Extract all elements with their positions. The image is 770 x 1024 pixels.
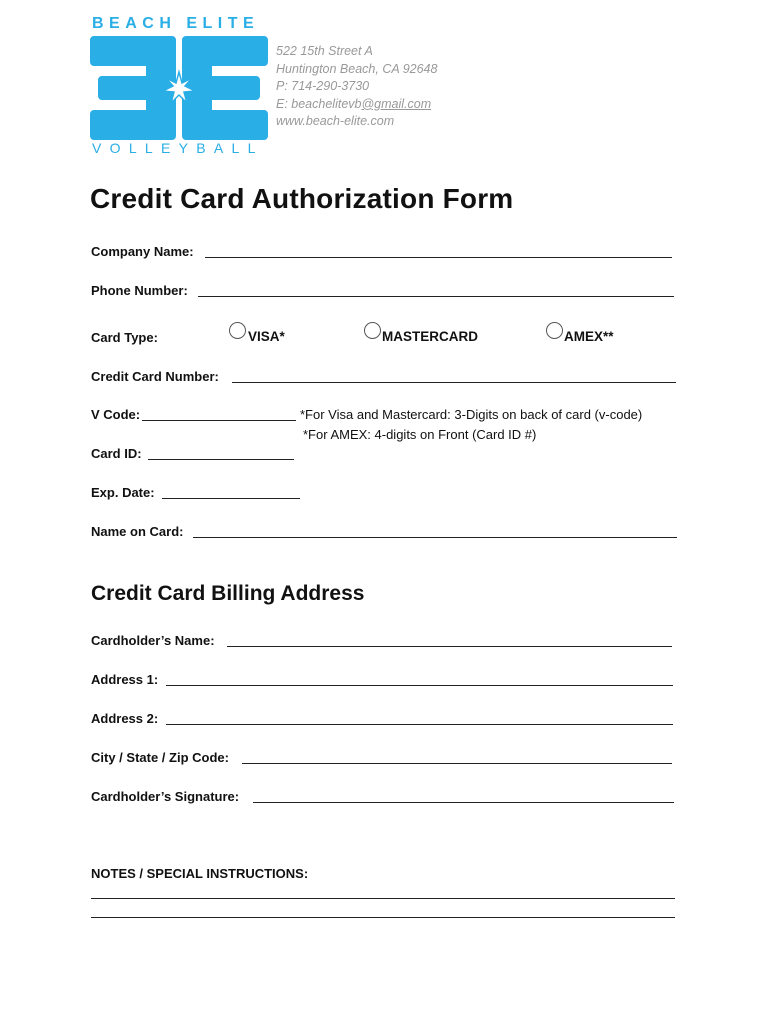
city-state-zip-field[interactable] — [242, 763, 672, 764]
name-on-card-label: Name on Card: — [91, 524, 184, 539]
company-name-field[interactable] — [205, 257, 672, 258]
notes-label: NOTES / SPECIAL INSTRUCTIONS: — [91, 866, 309, 881]
name-on-card-field[interactable] — [193, 537, 677, 538]
notes-line-1[interactable] — [91, 898, 675, 899]
address-street: 522 15th Street A — [276, 44, 373, 58]
card-type-label: Card Type: — [91, 330, 158, 345]
cardid-label: Card ID: — [91, 446, 142, 461]
mastercard-radio[interactable] — [364, 322, 381, 339]
phone-number-field[interactable] — [198, 296, 674, 297]
mastercard-option-label: MASTERCARD — [382, 329, 478, 344]
address2-label: Address 2: — [91, 711, 159, 726]
vcode-field[interactable] — [142, 420, 296, 421]
company-name-label: Company Name: — [91, 244, 194, 259]
address-phone: P: 714-290-3730 — [276, 79, 370, 94]
address1-label: Address 1: — [91, 672, 159, 687]
billing-section-title: Credit Card Billing Address — [91, 582, 365, 605]
cardholder-name-label: Cardholder’s Name: — [91, 633, 215, 648]
amex-option-label: AMEX** — [564, 329, 614, 344]
address2-field[interactable] — [166, 724, 673, 725]
beach-elite-logo-mark — [90, 36, 268, 140]
signature-label: Cardholder’s Signature: — [91, 789, 240, 804]
logo-bottom-text: VOLLEYBALL — [92, 140, 264, 156]
visa-radio[interactable] — [229, 322, 246, 339]
signature-field[interactable] — [253, 802, 674, 803]
amex-radio[interactable] — [546, 322, 563, 339]
email-prefix: E: beachelitevb — [276, 96, 362, 111]
visa-option-label: VISA* — [248, 329, 285, 344]
exp-date-field[interactable] — [162, 498, 300, 499]
page-title: Credit Card Authorization Form — [90, 183, 514, 214]
address-block — [276, 43, 437, 131]
phone-number-label: Phone Number: — [91, 283, 188, 298]
logo-right-letter — [182, 36, 268, 140]
vcode-label: V Code: — [91, 407, 141, 422]
cardid-field[interactable] — [148, 459, 294, 460]
vcode-note: *For Visa and Mastercard: 3-Digits on back of card (v-code) — [300, 407, 643, 422]
cardholder-name-field[interactable] — [227, 646, 672, 647]
card-number-field[interactable] — [232, 382, 676, 383]
notes-line-2[interactable] — [91, 917, 675, 918]
address-website[interactable]: www.beach-elite.com — [276, 114, 395, 129]
address-email[interactable] — [276, 96, 437, 114]
address-city: Huntington Beach, CA 92648 — [276, 61, 438, 76]
address1-field[interactable] — [166, 685, 673, 686]
city-state-zip-label: City / State / Zip Code: — [91, 750, 229, 765]
card-number-label: Credit Card Number: — [91, 369, 219, 384]
exp-date-label: Exp. Date: — [91, 485, 155, 500]
logo-left-letter — [90, 36, 176, 140]
logo-top-text: BEACH ELITE — [92, 15, 260, 32]
cardid-note: *For AMEX: 4-digits on Front (Card ID #) — [303, 427, 537, 442]
email-domain[interactable]: @gmail.com — [361, 96, 432, 111]
